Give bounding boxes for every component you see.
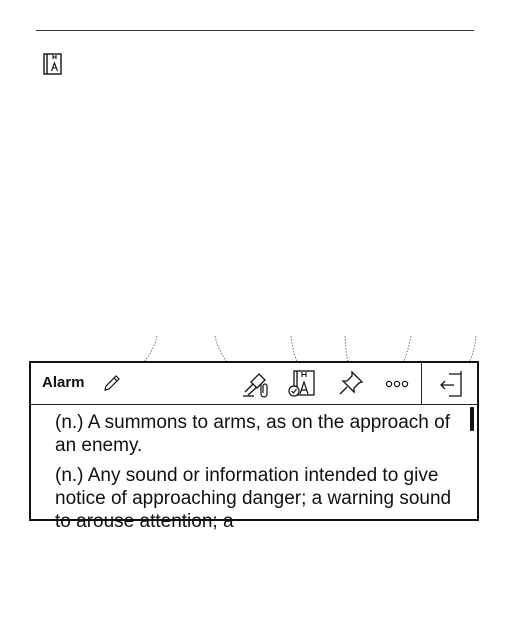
definition-item: (n.) Any sound or information intended to give notice of approaching danger; a warning sound to arouse attention; a bbox=[55, 465, 452, 532]
toolbar-separator bbox=[421, 363, 422, 404]
highlight-clip-icon[interactable] bbox=[240, 367, 272, 399]
dictionary-toolbar bbox=[31, 363, 477, 405]
exit-icon[interactable] bbox=[436, 367, 468, 399]
dictionary-icon bbox=[43, 53, 63, 75]
pin-icon[interactable] bbox=[335, 367, 367, 399]
dictionary-panel bbox=[29, 361, 479, 532]
word-title: Alarm bbox=[42, 374, 85, 391]
scrollbar[interactable] bbox=[470, 407, 474, 431]
dictionary-check-icon[interactable] bbox=[286, 367, 318, 399]
edit-icon[interactable] bbox=[102, 373, 122, 393]
definition-list bbox=[55, 411, 467, 540]
top-divider bbox=[36, 30, 474, 31]
more-icon[interactable] bbox=[381, 367, 413, 399]
definition-item: (n.) A summons to arms, as on the approach of an enemy. bbox=[55, 412, 450, 456]
